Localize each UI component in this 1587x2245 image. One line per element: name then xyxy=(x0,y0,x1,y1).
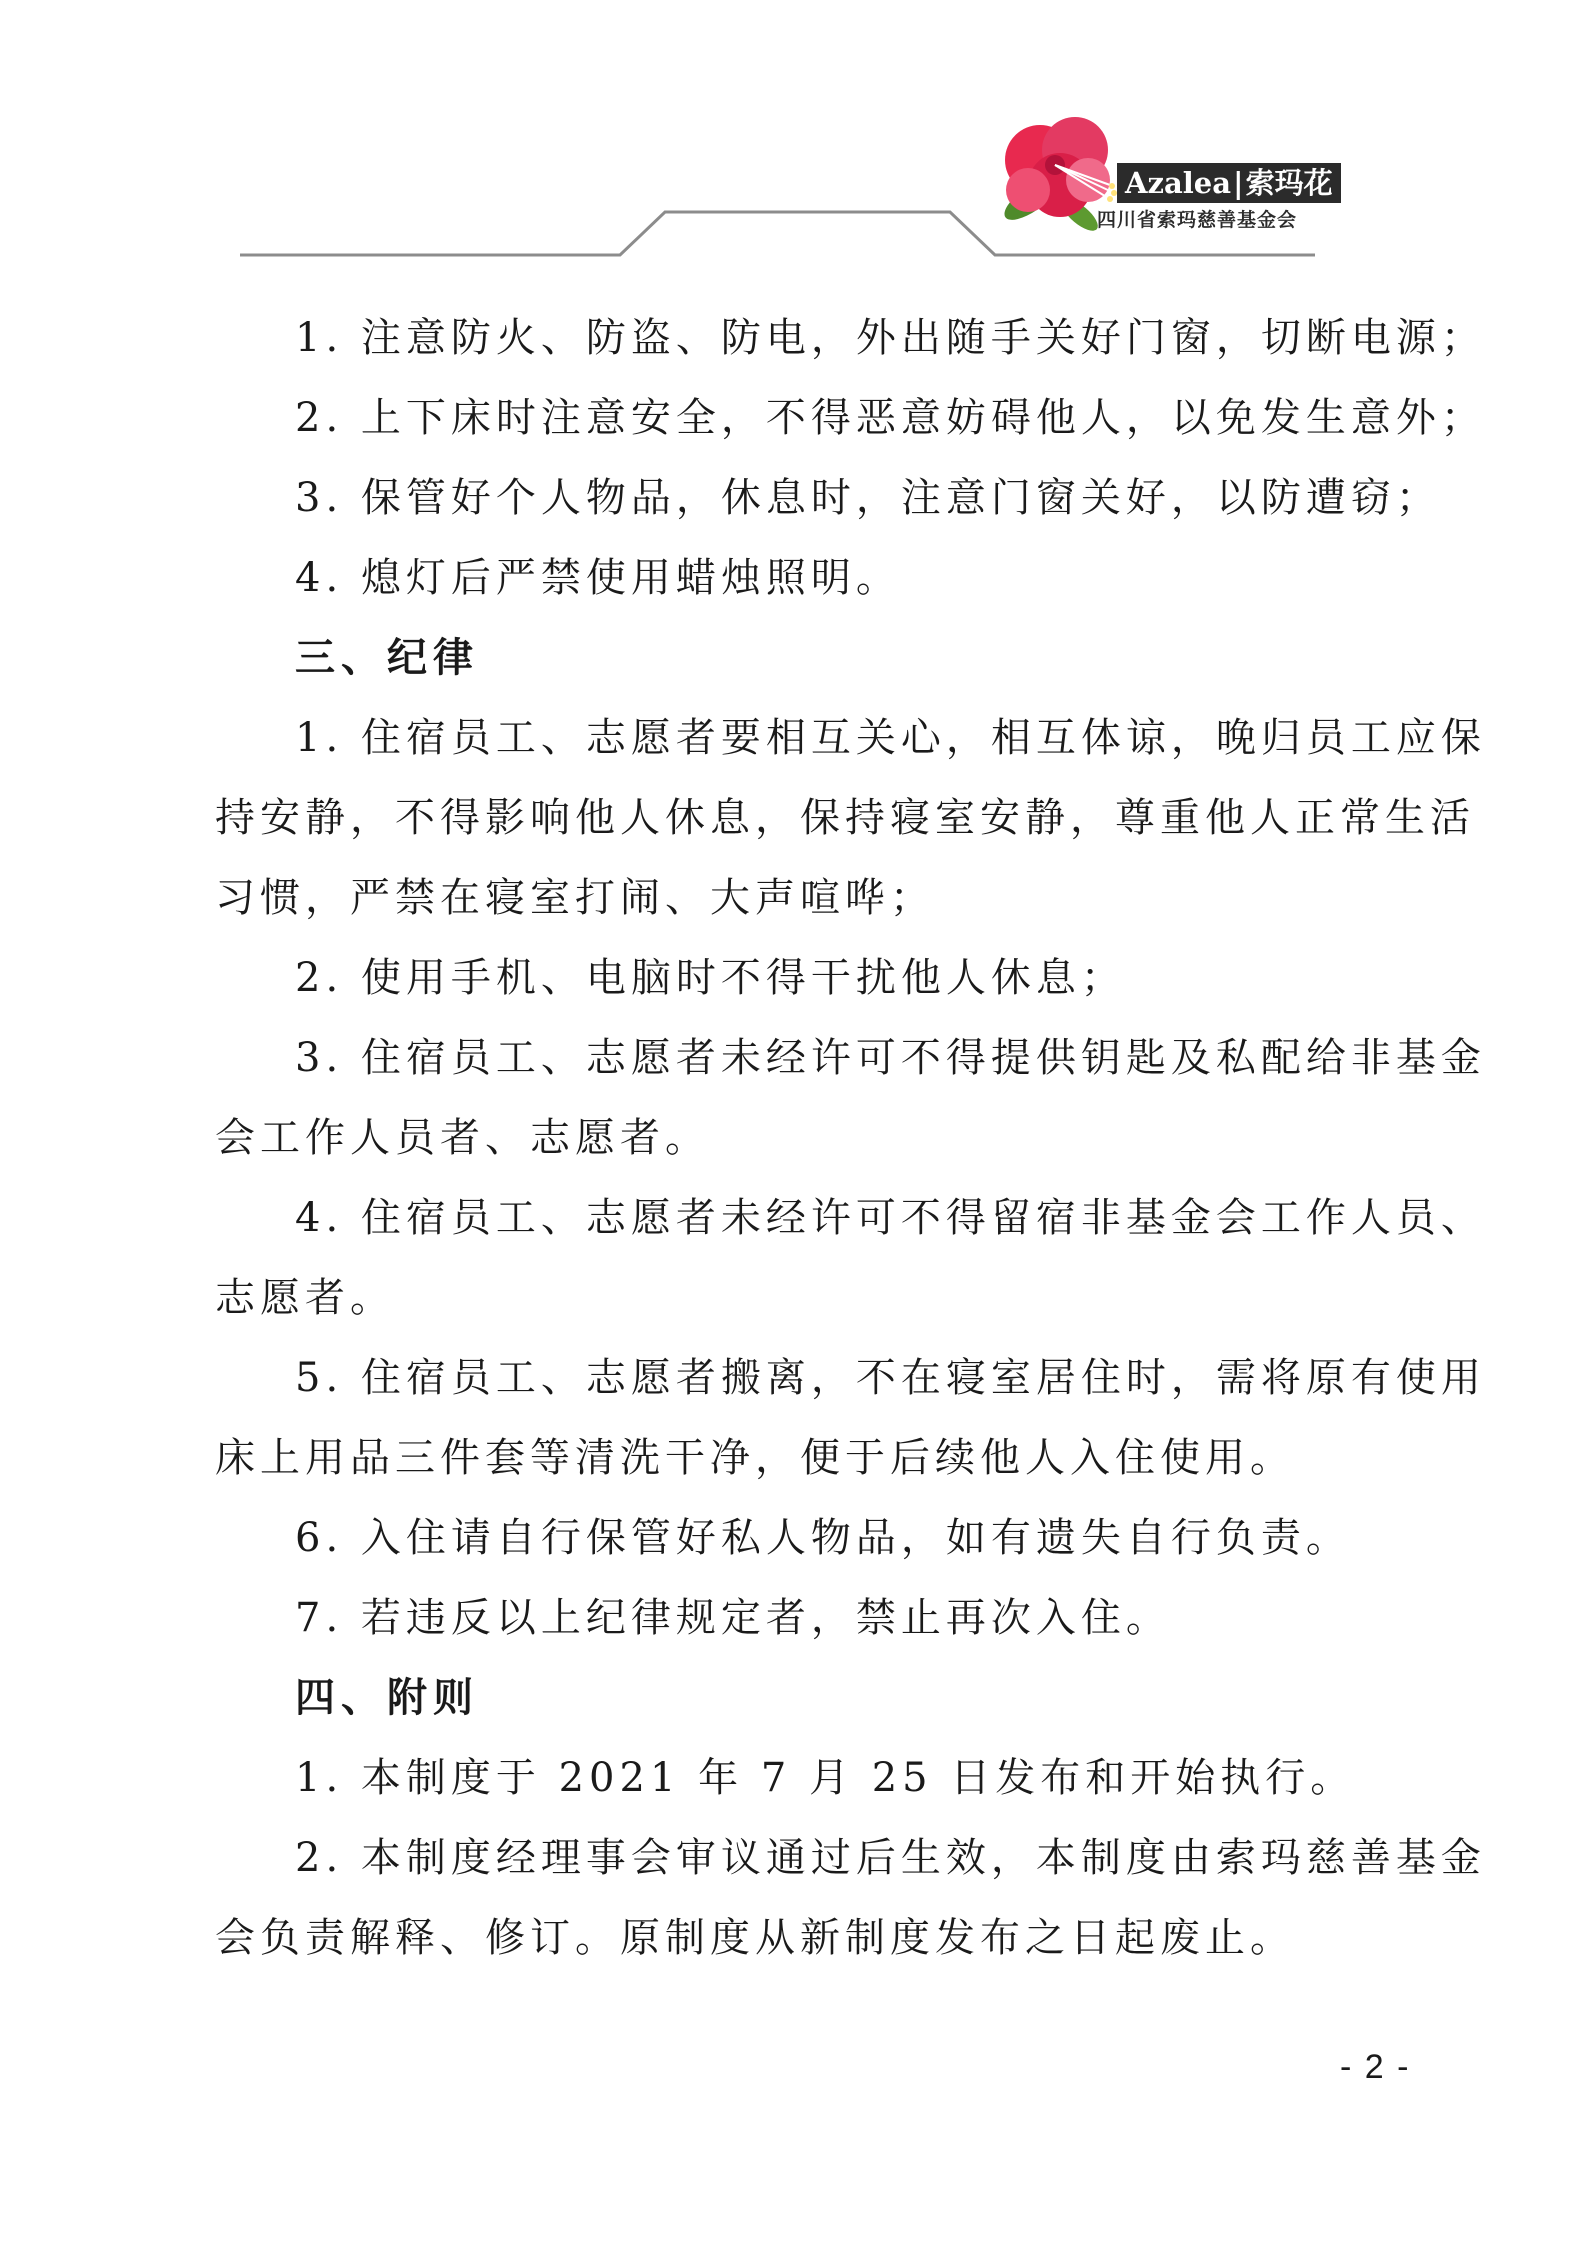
appendix-heading: 四、附则 xyxy=(295,1675,479,1721)
safety-item-4: 4. 熄灯后严禁使用蜡烛照明。 xyxy=(295,555,901,601)
page-header xyxy=(0,0,1587,270)
safety-item-2: 2. 上下床时注意安全，不得恶意妨碍他人，以免发生意外； xyxy=(295,395,1486,441)
discipline-item-2 xyxy=(215,938,1400,1018)
header-decoration xyxy=(0,0,1587,270)
discipline-item-2-line-1: 2. 使用手机、电脑时不得干扰他人休息； xyxy=(295,955,1126,1001)
discipline-item-7 xyxy=(215,1578,1400,1658)
logo-cn-text: 索玛花 xyxy=(1245,166,1333,200)
document-body xyxy=(215,298,1486,1978)
discipline-item-7-line-1: 7. 若违反以上纪律规定者，禁止再次入住。 xyxy=(295,1595,1171,1641)
discipline-item-4-line-1: 4. 住宿员工、志愿者未经许可不得留宿非基金会工作人员、 xyxy=(295,1195,1486,1241)
discipline-item-6-line-1: 6. 入住请自行保管好私人物品，如有遗失自行负责。 xyxy=(295,1515,1351,1561)
discipline-item-1-line-3: 习惯，严禁在寝室打闹、大声喧哗； xyxy=(215,875,935,921)
appendix-item-2-line-1: 2. 本制度经理事会审议通过后生效，本制度由索玛慈善基金 xyxy=(295,1835,1486,1881)
discipline-item-1-line-2: 持安静，不得影响他人休息，保持寝室安静，尊重他人正常生活 xyxy=(215,795,1475,841)
discipline-item-5-line-2: 床上用品三件套等清洗干净，便于后续他人入住使用。 xyxy=(215,1435,1295,1481)
discipline-item-3 xyxy=(215,1018,1486,1178)
discipline-item-1 xyxy=(215,698,1486,938)
appendix-item-2 xyxy=(215,1818,1486,1978)
discipline-item-5 xyxy=(215,1338,1486,1498)
discipline-item-4-line-2: 志愿者。 xyxy=(215,1275,395,1321)
appendix-item-1 xyxy=(215,1738,1400,1818)
discipline-item-4 xyxy=(215,1178,1486,1338)
appendix-item-1-line-1: 1. 本制度于 2021 年 7 月 25 日发布和开始执行。 xyxy=(295,1755,1356,1801)
safety-item-1: 1. 注意防火、防盗、防电，外出随手关好门窗，切断电源； xyxy=(295,315,1486,361)
page-number: - 2 - xyxy=(1340,2048,1411,2086)
discipline-item-1-line-1: 1. 住宿员工、志愿者要相互关心，相互体谅，晚归员工应保 xyxy=(295,715,1486,761)
discipline-item-6 xyxy=(215,1498,1400,1578)
logo-wordmark xyxy=(1117,163,1341,203)
logo-separator: | xyxy=(1233,166,1244,200)
discipline-heading: 三、纪律 xyxy=(295,635,479,681)
discipline-item-5-line-1: 5. 住宿员工、志愿者搬离，不在寝室居住时，需将原有使用 xyxy=(295,1355,1486,1401)
discipline-item-3-line-2: 会工作人员者、志愿者。 xyxy=(215,1115,710,1161)
appendix-item-2-line-2: 会负责解释、修订。原制度从新制度发布之日起废止。 xyxy=(215,1915,1295,1961)
org-name: 四川省索玛慈善基金会 xyxy=(1097,209,1298,231)
logo-en-text: Azalea xyxy=(1125,166,1232,200)
discipline-item-3-line-1: 3. 住宿员工、志愿者未经许可不得提供钥匙及私配给非基金 xyxy=(295,1035,1486,1081)
safety-item-3: 3. 保管好个人物品，休息时，注意门窗关好，以防遭窃； xyxy=(295,475,1441,521)
